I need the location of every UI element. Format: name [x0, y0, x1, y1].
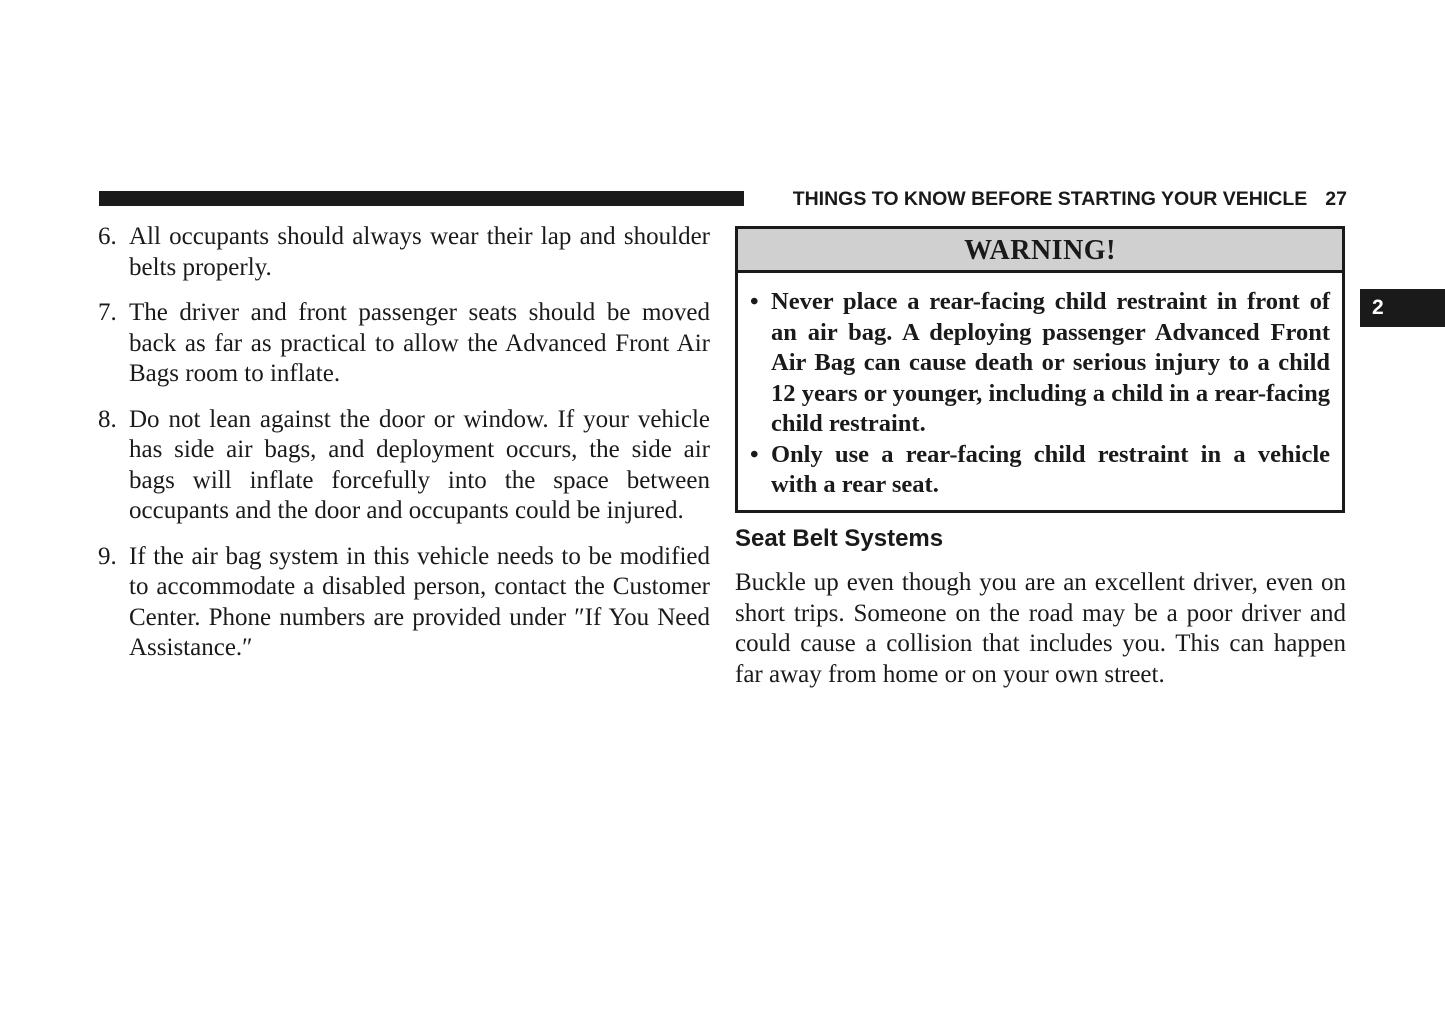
header-rule — [99, 191, 744, 206]
list-item-number: 6. — [98, 223, 117, 250]
list-item-text: Do not lean against the door or window. If your vehicle has side air bags, and deployment occurs, the side air bags will inflate forcefully into the space between occupants and the door and occupants could be injured. — [129, 405, 710, 524]
warning-bullet — [750, 287, 1330, 440]
header-section-title: THINGS TO KNOW BEFORE STARTING YOUR VEHICLE — [792, 187, 1308, 210]
warning-list — [738, 273, 1342, 501]
chapter-tab: 2 — [1360, 289, 1445, 327]
numbered-list — [98, 222, 710, 679]
bullet-icon: • — [750, 440, 759, 468]
warning-bullet-text: Never place a rear-facing child restraint in front of an air bag. A deploying passenger Advanced Front Air Bag can cause death or serious injury to a child 12 years or younger, including a child in a rear-facing child restraint. — [771, 288, 1330, 437]
running-header — [752, 186, 1347, 212]
list-item — [98, 222, 710, 283]
warning-box — [735, 226, 1345, 513]
list-item-number: 9. — [98, 542, 117, 570]
page-number: 27 — [1325, 187, 1347, 210]
warning-bullet — [750, 440, 1330, 501]
list-item — [98, 405, 710, 527]
section-heading: Seat Belt Systems — [735, 525, 944, 552]
section-paragraph: Buckle up even though you are an excellent driver, even on short trips. Someone on the road may be a poor driver and could cause a collision that includes you. This can happen far away from home or on your own street. — [735, 569, 1346, 688]
list-item — [98, 298, 710, 390]
list-item — [98, 542, 710, 664]
list-item-text: The driver and front passenger seats should be moved back as far as practical to allow the Advanced Front Air Bags room to inflate. — [129, 299, 710, 387]
bullet-icon: • — [750, 288, 759, 315]
warning-title: WARNING! — [738, 229, 1342, 273]
warning-bullet-text: Only use a rear-facing child restraint in a vehicle with a rear seat. — [771, 440, 1330, 498]
list-item-text: All occupants should always wear their lap and shoulder belts properly. — [129, 223, 710, 281]
list-item-number: 8. — [98, 405, 117, 433]
list-item-number: 7. — [98, 299, 117, 326]
list-item-text: If the air bag system in this vehicle needs to be modified to accommodate a disabled person, contact the Customer Center. Phone numbers are provided under ″If You Need Assistance.″ — [129, 542, 710, 661]
